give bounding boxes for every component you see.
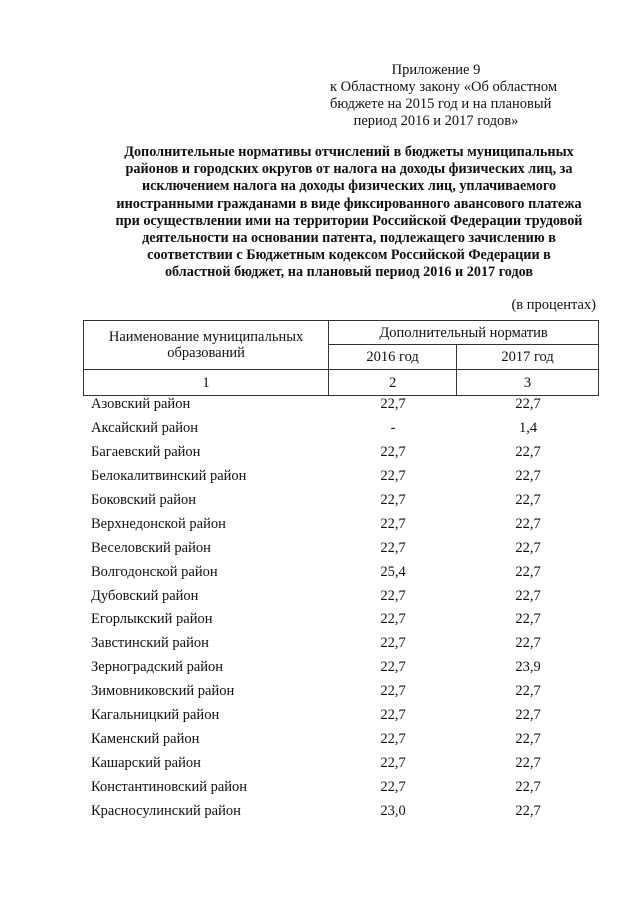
value-2017: 23,9 <box>515 659 541 676</box>
value-2017: 22,7 <box>515 563 541 580</box>
municipality-name: Егорлыкский район <box>91 611 213 628</box>
municipality-name: Азовский район <box>91 396 191 413</box>
appendix-line: к Областному закону «Об областном <box>330 79 558 95</box>
municipality-name: Зерноградский район <box>91 659 224 676</box>
table-body <box>83 393 599 823</box>
municipality-name: Веселовский район <box>91 539 211 556</box>
municipality-name: Кашарский район <box>91 754 201 771</box>
value-2016: 22,7 <box>380 707 406 724</box>
header-group: Дополнительный норматив <box>329 321 599 345</box>
title-line: деятельности на основании патента, подлежащего зачислению в <box>142 230 556 247</box>
value-2017: 22,7 <box>515 778 541 795</box>
value-2016: 22,7 <box>380 730 406 747</box>
table-row <box>83 489 599 513</box>
municipality-name: Аксайский район <box>91 420 199 437</box>
value-2016: 25,4 <box>380 563 406 580</box>
title-line: соответствии с Бюджетным кодексом Российской Федерации в <box>147 247 551 264</box>
table-row <box>83 393 599 417</box>
table-row <box>83 512 599 536</box>
municipality-name: Красносулинский район <box>91 802 241 819</box>
unit-note: (в процентах) <box>511 297 596 313</box>
table-row <box>83 727 599 751</box>
table-row <box>83 560 599 584</box>
municipality-name: Завстинский район <box>91 635 209 652</box>
value-2017: 22,7 <box>515 802 541 819</box>
value-2017: 22,7 <box>515 754 541 771</box>
table-row <box>83 775 599 799</box>
header-column-number-1: 1 <box>84 370 329 396</box>
value-2017: 22,7 <box>515 468 541 485</box>
municipality-name: Багаевский район <box>91 444 201 461</box>
value-2017: 22,7 <box>515 635 541 652</box>
table-header <box>83 320 599 396</box>
value-2017: 1,4 <box>518 420 538 437</box>
table-row <box>83 584 599 608</box>
value-2016: 22,7 <box>380 539 406 556</box>
header-name-column <box>84 321 329 370</box>
header-column-number-3: 3 <box>457 370 599 396</box>
title-line: при осуществлении ими на территории Российской Федерации трудовой <box>115 212 583 229</box>
municipality-name: Верхнедонской район <box>91 515 226 532</box>
header-name-line: образований <box>167 345 245 361</box>
value-2016: - <box>390 420 396 437</box>
value-2016: 22,7 <box>380 778 406 795</box>
value-2016: 22,7 <box>380 444 406 461</box>
table-row <box>83 441 599 465</box>
table-row <box>83 799 599 823</box>
value-2016: 22,7 <box>380 754 406 771</box>
title-line: Дополнительные нормативы отчислений в бюджеты муниципальных <box>124 144 574 160</box>
municipality-name: Боковский район <box>91 492 196 508</box>
appendix-line: период 2016 и 2017 годов» <box>353 113 519 129</box>
header-year-2016: 2016 год <box>329 345 457 370</box>
municipality-name: Белокалитвинский район <box>91 468 247 485</box>
value-2017: 22,7 <box>515 539 541 556</box>
title-line: исключением налога на доходы физических лиц, уплачиваемого <box>141 178 557 195</box>
municipality-name: Константиновский район <box>91 778 248 795</box>
value-2017: 22,7 <box>515 396 541 413</box>
document-title <box>84 144 614 282</box>
value-2016: 22,7 <box>380 587 406 604</box>
appendix-line: бюджете на 2015 год и на плановый <box>330 96 552 112</box>
value-2016: 22,7 <box>380 468 406 485</box>
table-row <box>83 465 599 489</box>
value-2017: 22,7 <box>515 444 541 461</box>
table-row <box>83 536 599 560</box>
appendix-line: Приложение 9 <box>391 62 481 78</box>
title-line: иностранными гражданами в виде фиксированного авансового платежа <box>116 195 582 212</box>
table-row <box>83 608 599 632</box>
table-row <box>83 680 599 704</box>
table-row <box>83 417 599 441</box>
header-year-2017: 2017 год <box>457 345 599 370</box>
value-2017: 22,7 <box>515 492 541 508</box>
value-2017: 22,7 <box>515 515 541 532</box>
municipality-name: Каменский район <box>91 730 200 747</box>
value-2016: 22,7 <box>380 396 406 413</box>
value-2017: 22,7 <box>515 611 541 628</box>
value-2016: 22,7 <box>380 492 406 508</box>
municipality-name: Кагальницкий район <box>91 707 220 724</box>
value-2016: 22,7 <box>380 635 406 652</box>
value-2017: 22,7 <box>515 683 541 700</box>
value-2016: 22,7 <box>380 611 406 628</box>
value-2017: 22,7 <box>515 730 541 747</box>
table-row <box>83 632 599 656</box>
municipality-name: Волгодонской район <box>91 563 218 580</box>
appendix-reference <box>330 62 558 130</box>
table-row <box>83 656 599 680</box>
header-column-number-2: 2 <box>329 370 457 396</box>
municipality-name: Зимовниковский район <box>91 683 235 700</box>
header-name-line: Наименование муниципальных <box>108 329 304 345</box>
value-2016: 23,0 <box>380 802 406 819</box>
value-2017: 22,7 <box>515 587 541 604</box>
municipality-name: Дубовский район <box>91 587 199 604</box>
table-row <box>83 704 599 728</box>
value-2017: 22,7 <box>515 707 541 724</box>
value-2016: 22,7 <box>380 683 406 700</box>
title-line: областной бюджет, на плановый период 2016 и 2017 годов <box>164 264 534 281</box>
value-2016: 22,7 <box>380 515 406 532</box>
title-line: районов и городских округов от налога на доходы физических лиц, за <box>125 161 573 178</box>
table-row <box>83 751 599 775</box>
value-2016: 22,7 <box>380 659 406 676</box>
